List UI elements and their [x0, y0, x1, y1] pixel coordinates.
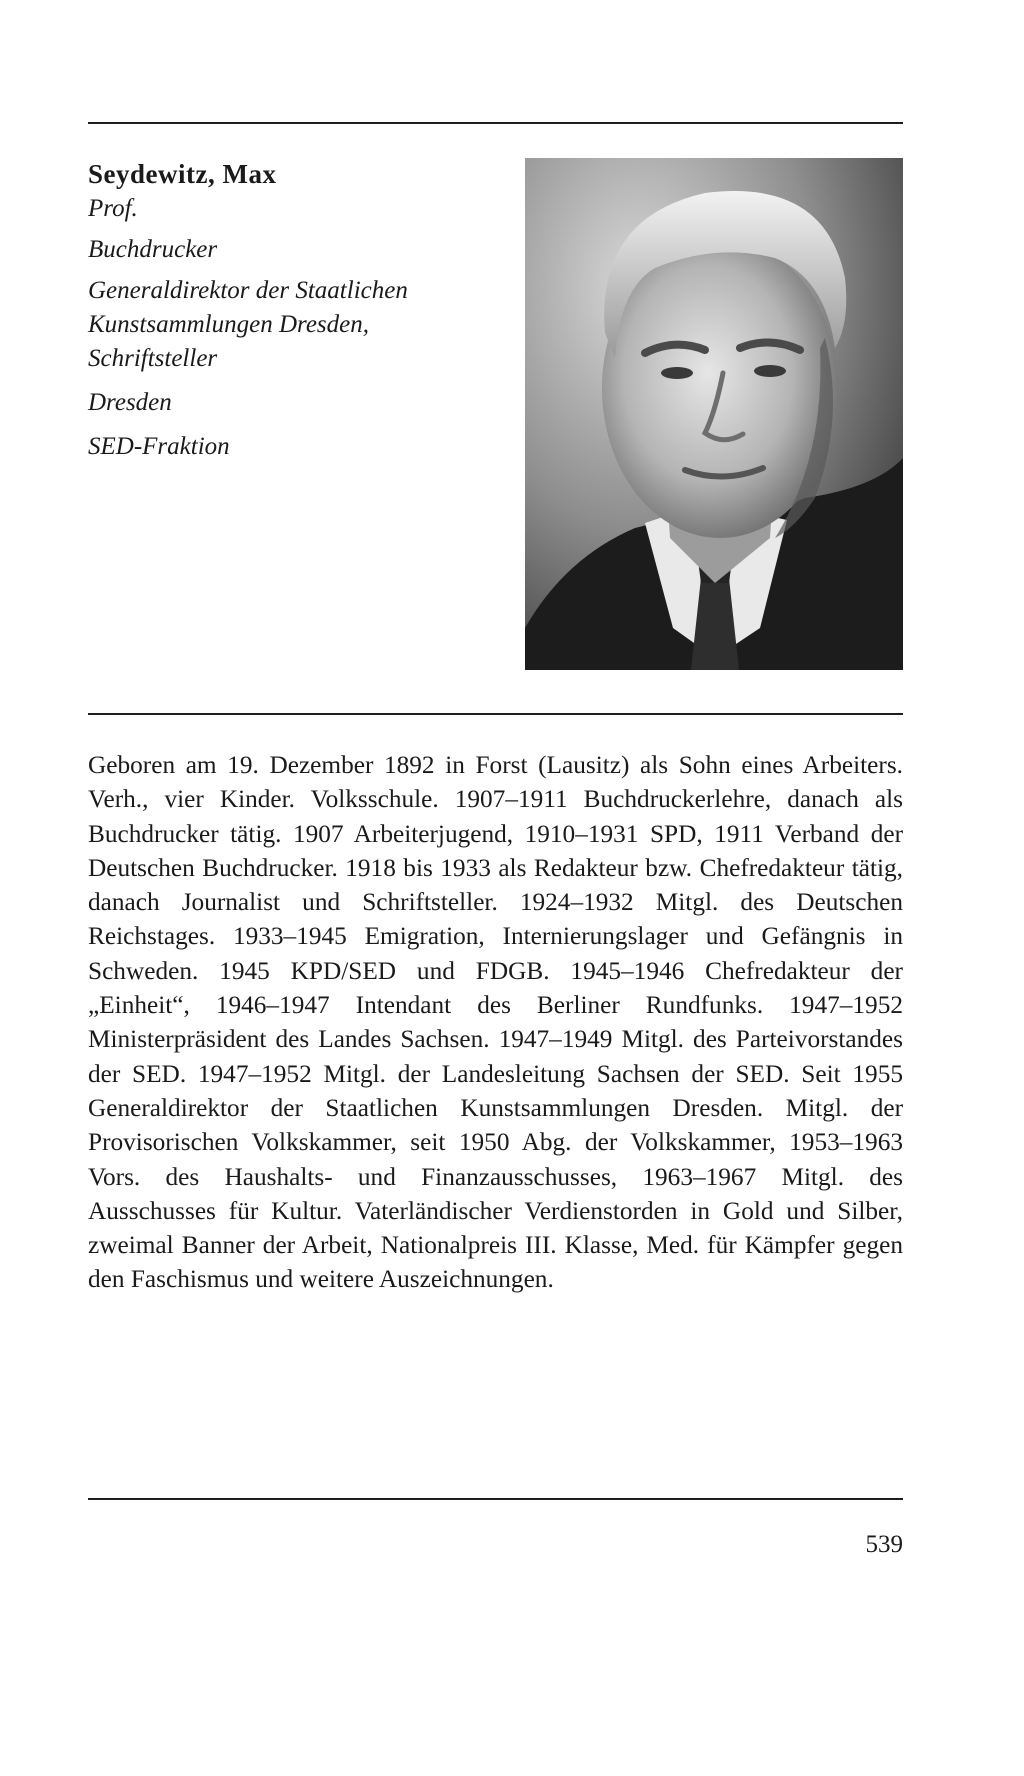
bottom-divider	[88, 1498, 903, 1500]
top-divider	[88, 122, 903, 124]
person-name: Seydewitz, Max	[88, 159, 277, 189]
person-position-line: Schriftsteller	[88, 345, 218, 372]
page-number: 539	[865, 1531, 903, 1558]
person-position-line: Generaldirektor der Staatlichen	[88, 277, 408, 304]
person-title: Prof.	[88, 195, 138, 222]
person-position	[88, 274, 508, 376]
person-city: Dresden	[88, 389, 172, 416]
person-header	[88, 158, 508, 464]
biography-text: Geboren am 19. Dezember 1892 in Forst (Lausitz) als Sohn eines Arbeiters. Verh., vier Kinder. Volksschule. 1907–1911 Buchdruckerlehre, danach als Buchdrucker tätig. 1907 Arbeiterjugend, 1910–1931 SPD, 1911 Verband der Deutschen Buchdrucker. 1918 bis 1933 als Redakteur bzw. Chefredakteur tätig, danach Journalist und Schriftsteller. 1924–1932 Mitgl. des Deutschen Reichstages. 1933–1945 Emigration, Internierungslager und Gefängnis in Schweden. 1945 KPD/SED und FDGB. 1945–1946 Chefredakteur der „Einheit“, 1946–1947 Intendant des Berliner Rundfunks. 1947–1952 Ministerpräsident des Landes Sachsen. 1947–1949 Mitgl. des Parteivorstandes der SED. 1947–1952 Mitgl. der Landesleitung Sachsen der SED. Seit 1955 Generaldirektor der Staatlichen Kunstsammlungen Dresden. Mitgl. der Provisorischen Volkskammer, seit 1950 Abg. der Volkskammer, 1953–1963 Vors. des Haushalts- und Finanzausschusses, 1963–1967 Mitgl. des Ausschusses für Kultur. Vaterländischer Verdienstorden in Gold und Silber, zweimal Banner der Arbeit, Nationalpreis III. Klasse, Med. für Kämpfer gegen den Faschismus und weitere Auszeichnungen.	[88, 751, 903, 1294]
middle-divider	[88, 713, 903, 715]
person-faction: SED-Fraktion	[88, 433, 230, 460]
portrait-photo	[525, 158, 903, 670]
person-position-line: Kunstsammlungen Dresden,	[88, 311, 370, 338]
person-occupation: Buchdrucker	[88, 236, 218, 263]
